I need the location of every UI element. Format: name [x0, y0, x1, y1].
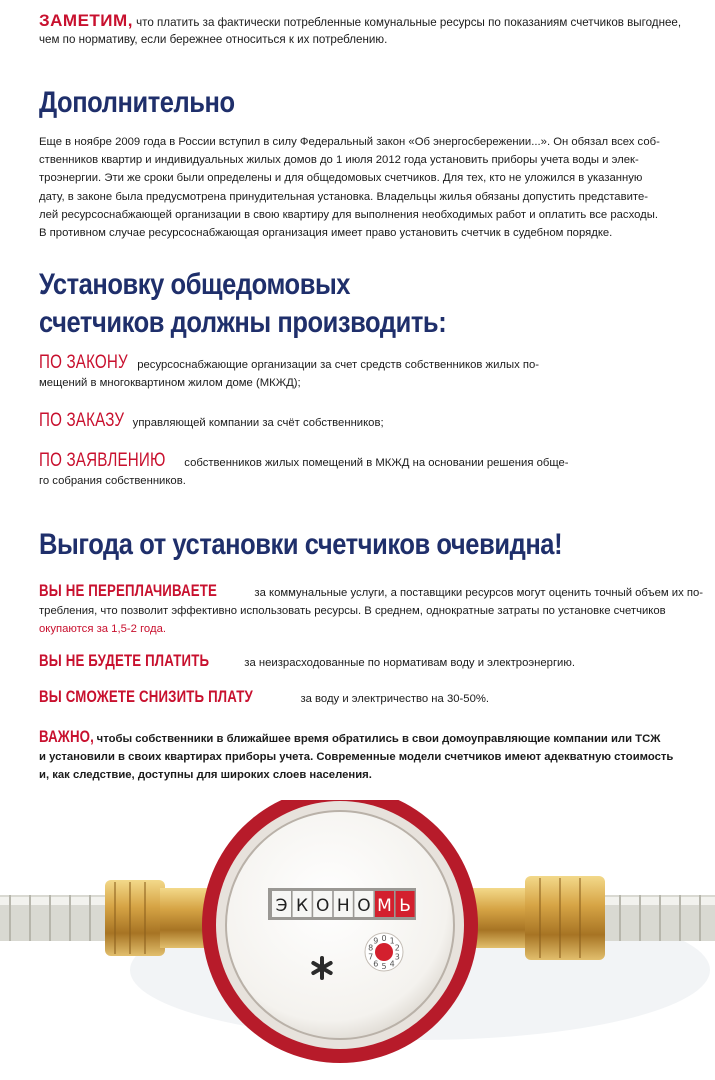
digit-char: Н [336, 896, 350, 916]
law-paragraph [39, 133, 689, 242]
paragraph-line: В противном случае ресурсоснабжающая организация имеет право установить счетчик в судебном порядке. [39, 227, 613, 240]
water-meter-illustration [0, 800, 715, 1080]
installer-item-order [39, 412, 384, 432]
section-title-benefits: Выгода от установки счетчиков очевидна! [39, 528, 563, 561]
dial-number: 6 [373, 959, 379, 969]
meter-body [202, 800, 478, 1063]
intro-text-line2: чем по нормативу, если бережнее относиться к их потреблению. [39, 33, 388, 46]
item-text: и установили в своих квартирах приборы учета. Современные модели счетчиков имеют адекватную стоимость [39, 751, 674, 763]
dial-number: 4 [389, 959, 395, 969]
item-text: за неизрасходованные по нормативам воду и электроэнергию. [241, 657, 575, 669]
title-line: Установку общедомовых [39, 268, 351, 301]
digit-char: К [296, 896, 309, 916]
digit-counter [268, 888, 416, 920]
dial-number: 0 [381, 934, 387, 943]
item-lead: ВЫ НЕ ПЕРЕПЛАЧИВАЕТЕ [39, 581, 218, 600]
digit-char: Ь [399, 896, 411, 916]
item-lead: ПО ЗАЯВЛЕНИЮ [39, 450, 166, 471]
item-lead: ВЫ НЕ БУДЕТЕ ПЛАТИТЬ [39, 651, 210, 670]
section-title-installers [39, 266, 549, 342]
dial-number: 5 [381, 962, 387, 971]
benefit-item-important [39, 728, 673, 784]
item-text: го собрания собственников. [39, 475, 186, 487]
dial-number: 3 [394, 952, 400, 962]
item-text: собственников жилых помещений в МКЖД на основании решения обще- [181, 457, 569, 469]
digit-char: О [316, 896, 330, 916]
benefit-item-overpay [39, 582, 703, 638]
benefit-item-reduce [39, 688, 489, 708]
dial-number: 8 [368, 943, 374, 953]
item-text: чтобы собственники в ближайшее время обратились в свои домоуправляющие компании или ТСЖ [93, 733, 661, 745]
item-text: за воду и электричество на 30-50%. [297, 693, 490, 705]
dial-number: 9 [373, 936, 379, 946]
item-lead: ПО ЗАКАЗУ [39, 410, 125, 431]
installer-item-law [39, 354, 539, 392]
section-title-additional: Дополнительно [39, 86, 235, 119]
digit-char: Э [275, 896, 288, 916]
digit-char: О [357, 896, 371, 916]
intro-lead: ЗАМЕТИМ, [39, 11, 133, 30]
item-text: за коммунальные услуги, а поставщики ресурсов могут оценить точный объем их по- [251, 587, 704, 599]
item-text: ресурсоснабжающие организации за счет средств собственников жилых по- [134, 359, 540, 371]
payback-highlight: окупаются за 1,5-2 года. [39, 623, 166, 635]
paragraph-line: троэнергии. Эти же сроки были определены и для общедомовых счетчиков. Для тех, кто не уложился в указанную [39, 172, 643, 185]
dial-number: 2 [394, 943, 400, 953]
item-text: управляющей компании за счёт собственников; [129, 417, 384, 429]
title-line: счетчиков должны производить: [39, 306, 447, 339]
intro-note [39, 12, 699, 48]
item-text: мещений в многоквартином жилом доме (МКЖД); [39, 377, 301, 389]
paragraph-line: дату, в законе была предусмотрена принудительная установка. Владельцы жилья обязаны допустить представите- [39, 190, 648, 203]
item-text: требления, что позволит эффективно использовать ресурсы. В среднем, однократные затраты по установке счетчиков [39, 605, 666, 617]
left-pipe [0, 880, 210, 956]
item-lead: ВЫ СМОЖЕТЕ СНИЗИТЬ ПЛАТУ [39, 687, 253, 706]
benefit-item-no-pay [39, 652, 575, 672]
paragraph-line: ственников квартир и индивидуальных жилых домов до 1 июля 2012 года установить приборы учета воды и элек- [39, 154, 639, 167]
paragraph-line: Еще в ноябре 2009 года в России вступил в силу Федеральный закон «Об энергосбережении...». Он обязал всех соб- [39, 136, 660, 148]
paragraph-line: лей ресурсоснабжающей организации в свою квартиру для выполнения необходимых работ и оплатить все расходы. [39, 208, 658, 221]
item-text: и, как следствие, доступны для широких слоев населения. [39, 769, 372, 781]
digit-char: М [377, 896, 392, 916]
flow-dial [365, 933, 403, 971]
intro-text-line1: что платить за фактически потребленные комунальные ресурсы по показаниям счетчиков выгоднее, [132, 16, 682, 29]
item-lead: ПО ЗАКОНУ [39, 352, 128, 373]
item-lead: ВАЖНО, [39, 727, 94, 746]
installer-item-application [39, 452, 569, 490]
dial-number: 7 [368, 952, 374, 962]
dial-number: 1 [389, 936, 395, 946]
